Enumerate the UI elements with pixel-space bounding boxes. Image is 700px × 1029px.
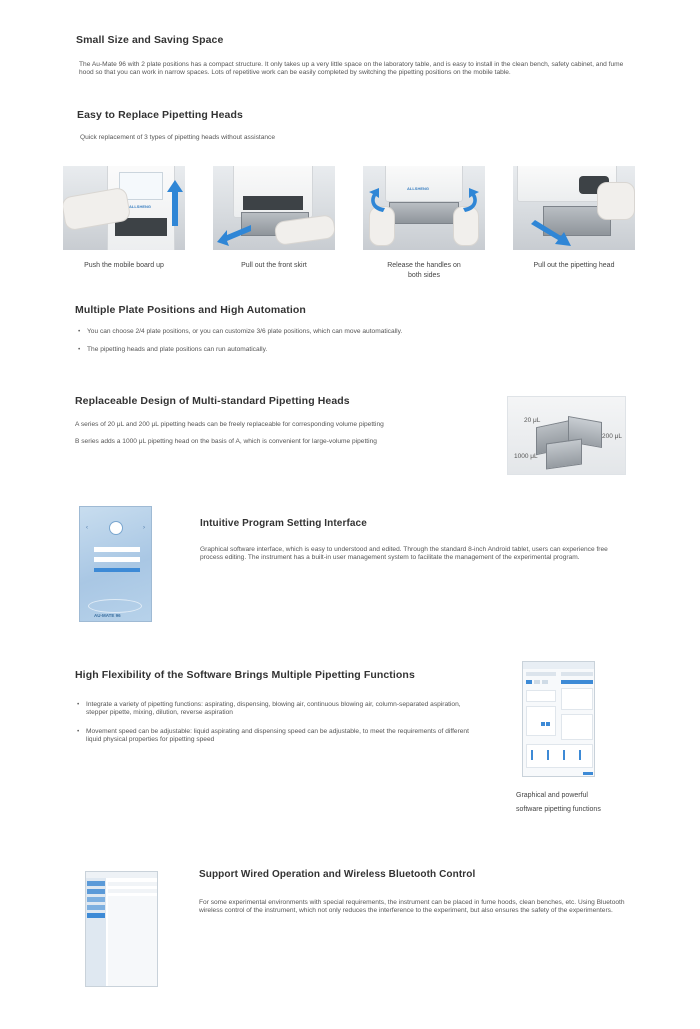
login-screen-image	[79, 506, 152, 622]
tablet-brand: AU-MATE 96	[94, 613, 121, 618]
chevron-right-icon: ›	[143, 525, 145, 531]
section-title-program-interface: Intuitive Program Setting Interface	[200, 518, 367, 529]
arrow-left-down-icon	[217, 222, 251, 246]
section-body-bluetooth: For some experimental environments with special requirements, the instrument can be placed in fume hoods, clean benches, etc. Using Bluetooth wireless control of the instrument, which not only reduces the interference to the experiment, but also ensures the safety of the experimenters.	[199, 899, 625, 915]
software-functions-screen-image	[522, 661, 595, 777]
rotate-right-arrow-icon	[461, 188, 483, 214]
step-photo-push-board	[63, 166, 185, 250]
step-photo-pull-head	[513, 166, 635, 250]
step-photo-pull-skirt	[213, 166, 335, 250]
section-line-a-series: A series of 20 μL and 200 μL pipetting heads can be freely replaceable for corresponding volume pipetting	[75, 421, 384, 428]
bluetooth-settings-screen-image	[85, 871, 158, 987]
section-line-b-series: B series adds a 1000 μL pipetting head on the basis of A, which is convenient for large-volume pipetting	[75, 438, 377, 445]
bullet-item: • You can choose 2/4 plate positions, or you can customize 3/6 plate positions, which can move automatically.	[76, 328, 576, 336]
section-body-small-size: The Au-Mate 96 with 2 plate positions has a compact structure. It only takes up a very little space on the laboratory table, and is easy to install in the clean bench, safety cabinet, and fume hood so that you can work in narrow spaces. Lots of repetitive work can be easily completed by switching the pipetting positions on the mobile table.	[79, 61, 624, 77]
section-title-small-size: Small Size and Saving Space	[76, 34, 224, 46]
section-title-plate-positions: Multiple Plate Positions and High Automation	[75, 304, 306, 316]
section-title-multi-standard: Replaceable Design of Multi-standard Pipetting Heads	[75, 395, 350, 407]
section-title-bluetooth: Support Wired Operation and Wireless Bluetooth Control	[199, 869, 476, 880]
step-photo-release-handles	[363, 166, 485, 250]
password-field	[94, 557, 140, 562]
login-button	[94, 568, 140, 572]
rotate-left-arrow-icon	[365, 188, 387, 214]
bullet-list-software-functions	[75, 701, 469, 745]
arrow-up-icon	[167, 180, 183, 226]
head-label-1000: 1000 μL	[514, 453, 538, 460]
avatar	[109, 521, 123, 535]
step-caption-2: Pull out the front skirt	[241, 262, 307, 269]
section-body-program-interface: Graphical software interface, which is easy to understood and edited. Through the standard 8-inch Android tablet, users can experience free process editing. The instrument has a built-in user management system to facilitate the management of the experimental program.	[200, 546, 608, 562]
bullet-item: • Movement speed can be adjustable: liquid aspirating and dispensing speed can be adjustable, to meet the requirements of different liquid physical properties for pipetting speed	[75, 728, 469, 745]
arrow-down-right-icon	[531, 220, 571, 246]
section-title-replace-heads: Easy to Replace Pipetting Heads	[77, 109, 243, 121]
pipetting-heads-photo	[507, 396, 626, 475]
software-caption-line2: software pipetting functions	[516, 806, 601, 813]
step-caption-1: Push the mobile board up	[84, 262, 164, 269]
step-caption-3: Release the handles on both sides	[387, 262, 461, 279]
chevron-left-icon: ‹	[86, 525, 88, 531]
bullet-item: • The pipetting heads and plate positions can run automatically.	[76, 346, 576, 354]
software-caption-line1: Graphical and powerful	[516, 792, 588, 799]
bullet-item: • Integrate a variety of pipetting functions: aspirating, dispensing, blowing air, continuous blowing air, column-separated aspiration, stepper pipette, mixing, dilution, reverse aspiration	[75, 701, 469, 718]
bullet-list-plate-positions	[76, 328, 576, 355]
head-label-20: 20 μL	[524, 417, 541, 424]
head-label-200: 200 μL	[602, 433, 623, 440]
brand-text: ALLSHENG	[129, 204, 151, 209]
software-caption	[516, 789, 601, 817]
username-field	[94, 547, 140, 552]
brand-text-2: ALLSHENG	[407, 186, 429, 191]
section-title-software-flexibility: High Flexibility of the Software Brings Multiple Pipetting Functions	[75, 669, 415, 681]
step-caption-4: Pull out the pipetting head	[533, 262, 615, 269]
section-subtitle-replace-heads: Quick replacement of 3 types of pipetting heads without assistance	[80, 134, 275, 141]
